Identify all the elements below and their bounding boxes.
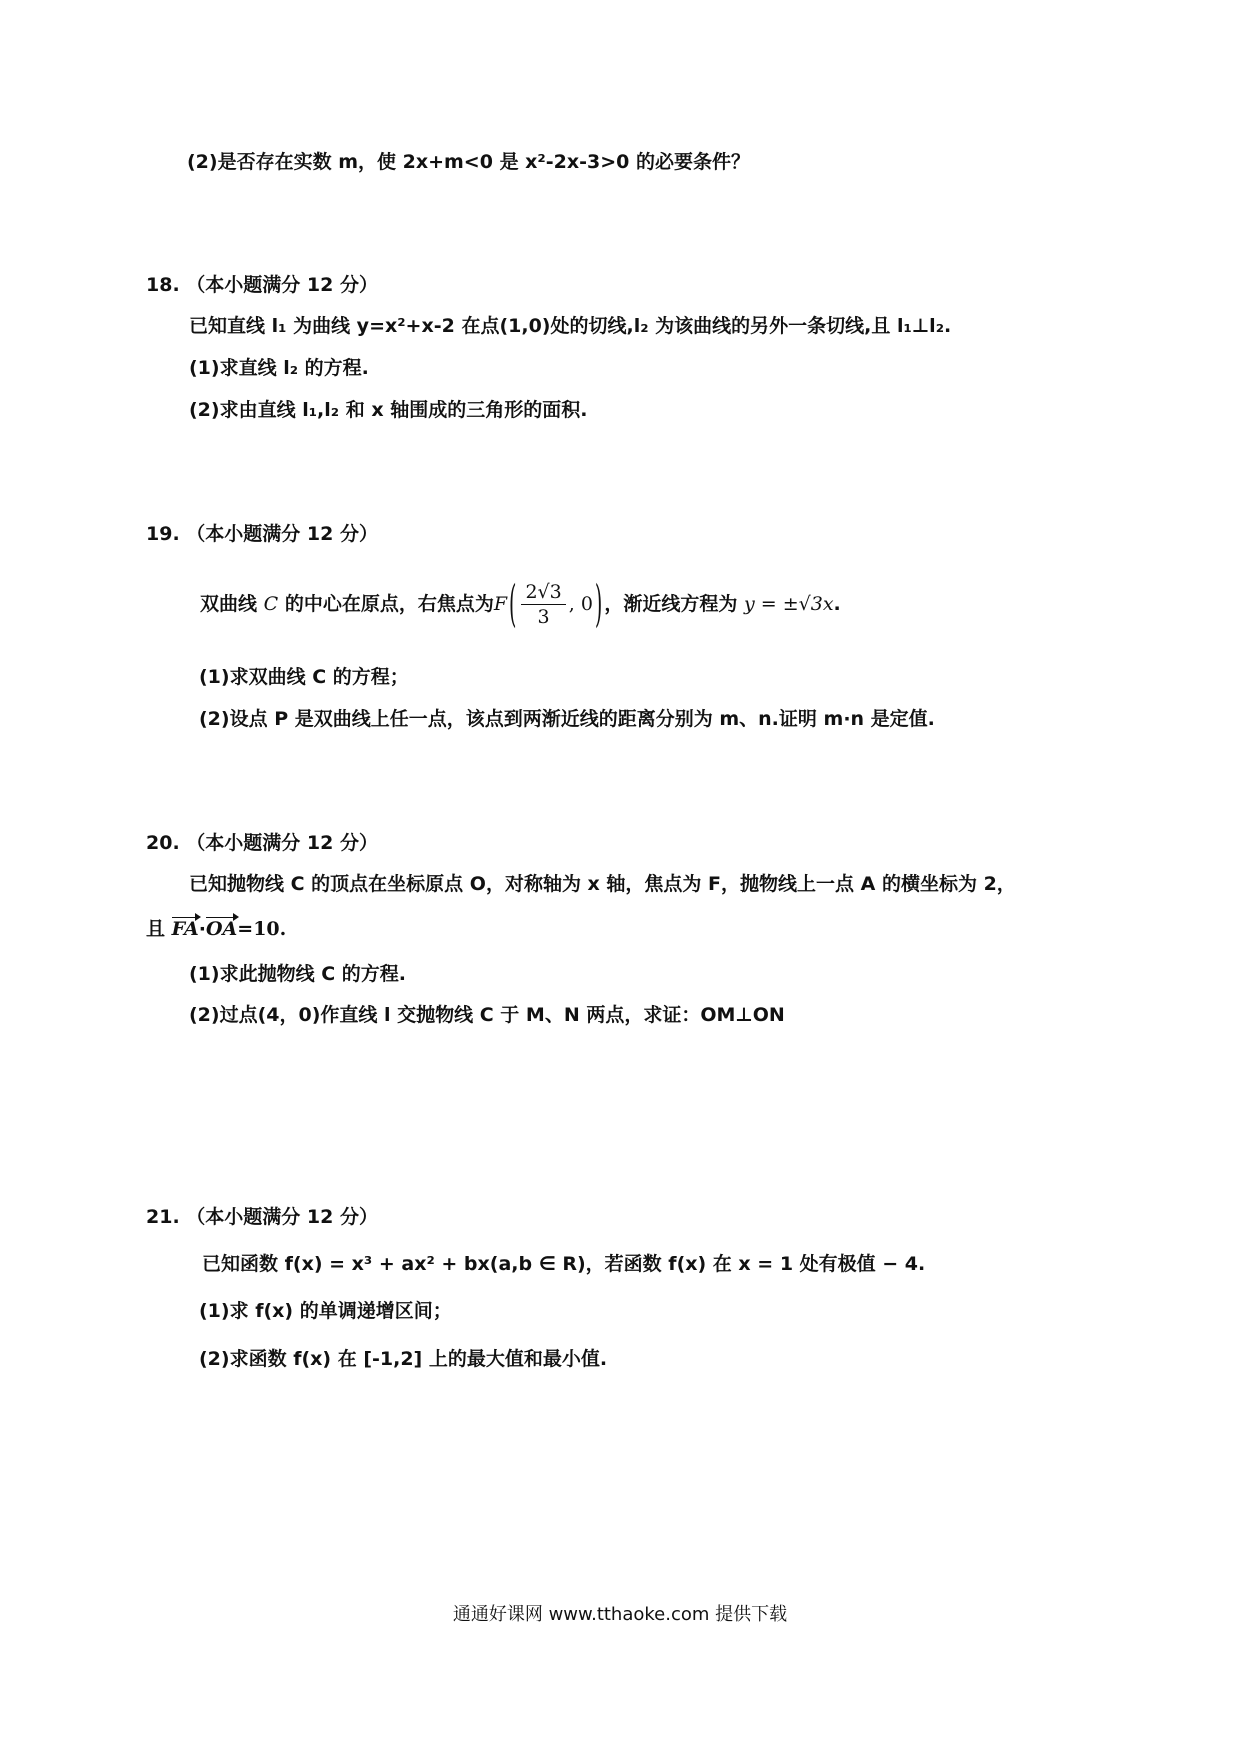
q18-part2: (2)求由直线 l₁,l₂ 和 x 轴围成的三角形的面积. bbox=[189, 399, 588, 421]
q19-stem-c2: ，渐近线方程为 bbox=[604, 593, 738, 615]
q17-part2: (2)是否存在实数 m，使 2x+m<0 是 x²-2x-3>0 的必要条件？ bbox=[187, 151, 750, 173]
q19-focus-num: 2√3 bbox=[521, 580, 565, 605]
q20-stem2-suffix: =10. bbox=[237, 918, 287, 940]
q20-header: 20. （本小题满分 12 分） bbox=[146, 832, 378, 854]
q19-left-paren: ( bbox=[509, 575, 517, 634]
q19-stem-c: C bbox=[263, 593, 279, 615]
q19-part1: (1)求双曲线 C 的方程； bbox=[199, 666, 409, 688]
q20-vector-fa: FA bbox=[171, 918, 199, 940]
q20-stem2 bbox=[146, 916, 286, 942]
q19-focus-y: , 0 bbox=[568, 593, 593, 615]
q19-focus-label: F bbox=[493, 593, 508, 615]
q19-focus-den: 3 bbox=[537, 606, 550, 628]
q18-stem: 已知直线 l₁ 为曲线 y=x²+x-2 在点(1,0)处的切线,l₂ 为该曲线的另外一条切线,且 l₁⊥l₂. bbox=[189, 315, 952, 337]
q19-part2: (2)设点 P 是双曲线上任一点，该点到两渐近线的距离分别为 m、n.证明 m·n 是定值. bbox=[199, 708, 935, 730]
q19-header: 19. （本小题满分 12 分） bbox=[146, 523, 378, 545]
q18-header: 18. （本小题满分 12 分） bbox=[146, 274, 378, 296]
q21-part1: (1)求 f(x) 的单调递增区间； bbox=[199, 1300, 452, 1322]
q20-part1: (1)求此抛物线 C 的方程. bbox=[189, 963, 406, 985]
q21-stem: 已知函数 f(x) = x³ + ax² + bx(a,b ∈ R)，若函数 f(x) 在 x = 1 处有极值 − 4. bbox=[202, 1253, 926, 1275]
q19-stem-end: . bbox=[833, 593, 841, 615]
q20-part2: (2)过点(4，0)作直线 l 交抛物线 C 于 M、N 两点，求证：OM⊥ON bbox=[189, 1004, 785, 1026]
q19-right-paren: ) bbox=[594, 575, 603, 634]
q19-stem-a: 双曲线 bbox=[200, 593, 258, 615]
q20-dot: · bbox=[198, 918, 206, 940]
page-footer: 通通好课网 www.tthaoke.com 提供下载 bbox=[452, 1604, 788, 1625]
q19-asymptote: y = ±√3x bbox=[743, 593, 834, 615]
q18-part1: (1)求直线 l₂ 的方程. bbox=[189, 357, 369, 379]
q20-stem: 已知抛物线 C 的顶点在坐标原点 O，对称轴为 x 轴，焦点为 F，抛物线上一点 A 的横坐标为 2， bbox=[189, 873, 1016, 895]
q19-focus-fraction bbox=[521, 580, 565, 629]
q19-stem-b: 的中心在原点，右焦点为 bbox=[284, 593, 494, 615]
q20-vector-oa: OA bbox=[205, 918, 238, 940]
q19-stem bbox=[200, 574, 841, 635]
q21-part2: (2)求函数 f(x) 在 [-1,2] 上的最大值和最小值. bbox=[199, 1348, 608, 1370]
q20-stem2-prefix: 且 bbox=[146, 918, 166, 940]
q21-header: 21. （本小题满分 12 分） bbox=[146, 1206, 378, 1228]
